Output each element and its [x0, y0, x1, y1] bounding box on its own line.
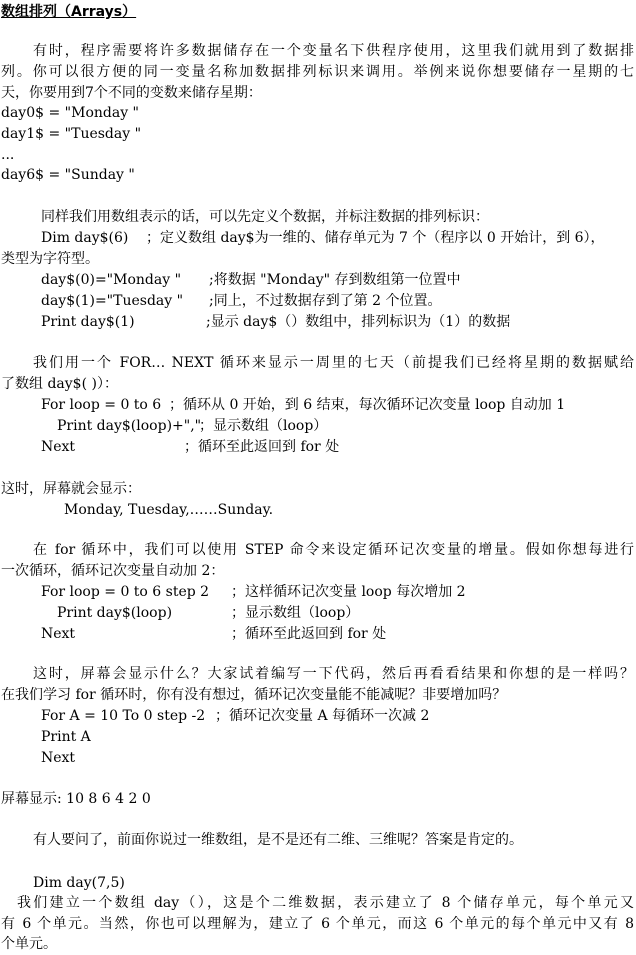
loop2-code: Next: [41, 626, 76, 642]
loop3-code: Next: [41, 750, 76, 766]
step-intro-line-1: 在 for 循环中，我们可以使用 STEP 命令来设定循环记次变量的增量。假如你想每进行: [33, 542, 634, 558]
for-intro-line-1: 我们用一个 FOR… NEXT 循环来显示一周里的七天（前提我们已经将星期的数据赋给: [33, 355, 634, 371]
loop2-row: [57, 603, 634, 623]
assign-row: [41, 291, 634, 311]
loop1-row: [57, 416, 634, 436]
loop2-comment: ；循环至此返回到 for 处: [231, 626, 387, 642]
intro-line-2: 列。你可以很方便的同一变量名称加数据排列标识来调用。举例来说你想要储存一星期的七: [1, 64, 634, 80]
assign-comment: ;将数据 "Monday" 存到数组第一位置中: [209, 272, 461, 288]
loop3-row: [41, 706, 634, 726]
loop2-code: For loop = 0 to 6 step 2: [41, 584, 210, 600]
loop2-comment: ；显示数组（loop）: [231, 605, 360, 621]
code-day1: day1$ = "Tuesday ": [1, 126, 142, 142]
loop2-code: Print day$(loop): [57, 605, 173, 621]
code-ellipsis: ...: [1, 147, 15, 163]
loop3-code: For A = 10 To 0 step -2: [41, 708, 206, 724]
loop1-row: [41, 437, 634, 457]
assign-row: [41, 270, 634, 290]
question-line-1: 这时，屏幕会显示什么？大家试着编写一下代码，然后再看看结果和你想的是一样吗？: [33, 666, 634, 682]
loop1-code: Next: [41, 439, 76, 455]
two-dim-explain-line-1: 我们建立一个数组 day（），这是个二维数据，表示建立了 8 个储存单元，每个单元又: [17, 895, 634, 911]
dim-code: Dim day$(6): [41, 230, 129, 246]
two-dim-explain-line-3: 个单元。: [1, 936, 57, 952]
dim2-code: Dim day(7,5): [33, 875, 125, 891]
code-day0: day0$ = "Monday ": [1, 105, 139, 121]
loop3-comment: ；循环记次变量 A 每循环一次减 2: [215, 708, 430, 724]
dim-comment-line-2: 类型为字符型。: [1, 251, 99, 267]
loop1-comment: ；显示数组（loop）: [199, 418, 328, 434]
step-intro-line-2: 一次循环，循环记次变量自动加 2：: [1, 563, 225, 579]
loop1-comment: ；循环从 0 开始，到 6 结束，每次循环记次变量 loop 自动加 1: [169, 397, 566, 413]
loop1-row: [41, 395, 634, 415]
screen-output-label: 这时，屏幕就会显示：: [1, 481, 141, 497]
two-dim-explain-line-2: 有 6 个单元。当然，你也可以理解为，建立了 6 个单元，而这 6 个单元的每个单元中又有 8: [1, 916, 634, 932]
dim-comment: ；定义数组 day$为一维的、储存单元为 7 个（程序以 0 开始计，到 6），: [146, 230, 605, 246]
intro-line-1: 有时，程序需要将许多数据储存在一个变量名下供程序使用，这里我们就用到了数据排: [33, 43, 634, 59]
assign-comment: ;显示 day$（）数组中，排列标识为（1）的数据: [206, 314, 511, 330]
assign-code: Print day$(1): [41, 314, 135, 330]
array-intro: 同样我们用数组表示的话，可以先定义个数据，并标注数据的排列标识：: [41, 209, 489, 225]
intro-line-3: 天，你要用到7个不同的变数来储存星期：: [1, 85, 262, 101]
code-day6: day6$ = "Sunday ": [1, 167, 135, 183]
two-dim-question: 有人要问了，前面你说过一维数组，是不是还有二维、三维呢？答案是肯定的。: [33, 832, 523, 848]
loop2-comment: ；这样循环记次变量 loop 每次增加 2: [231, 584, 466, 600]
loop2-row: [41, 582, 634, 602]
for-intro-line-2: 了数组 day$( )）：: [1, 376, 118, 392]
assign-comment: ;同上，不过数据存到了第 2 个位置。: [209, 293, 442, 309]
page-title: 数组排列（Arrays）: [1, 4, 137, 20]
assign-code: day$(0)="Monday ": [41, 272, 182, 288]
question-line-2: 在我们学习 for 循环时，你有没有想过，循环记次变量能不能减呢？非要增加吗？: [1, 687, 507, 703]
loop1-comment: ；循环至此返回到 for 处: [184, 439, 340, 455]
assign-code: day$(1)="Tuesday ": [41, 293, 184, 309]
dim-statement: [41, 228, 634, 248]
loop1-code: For loop = 0 to 6: [41, 397, 162, 413]
screen-output-2: 屏幕显示: 10 8 6 4 2 0: [1, 791, 151, 807]
loop2-row: [41, 624, 634, 644]
screen-output-1: Monday, Tuesday,……Sunday.: [64, 502, 274, 518]
loop3-code: Print A: [41, 729, 91, 745]
loop1-code: Print day$(loop)+",": [57, 418, 202, 434]
assign-row: [41, 312, 634, 332]
